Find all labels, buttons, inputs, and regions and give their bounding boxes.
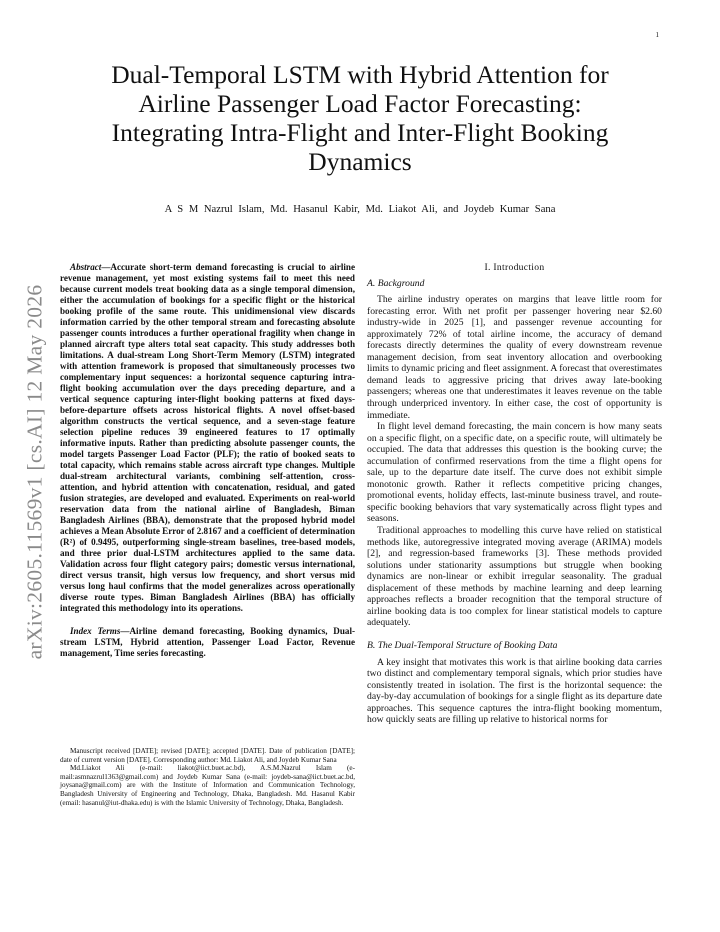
arxiv-stamp — [22, 262, 48, 682]
section-heading: I. Introduction — [484, 262, 545, 273]
subsection-heading: A. Background — [367, 277, 425, 289]
footnote-affiliations: Md.Liakot Ali (e-mail: liakot@iict.buet.ac.bd), A.S.M.Nazrul Islam (e-mail:asmnazrul1363@gmail.com) and Joydeb Kumar Sana (e-mail: joydeb-sana@iict.buet.ac.bd, joysana@gmail.com) are with the Institute of Information and Communication Technology, Bangladesh University of Engineering and Technology, Dhaka, Bangladesh. Md. Hasanul Kabir (email: hasanul@iut-dhaka.edu) is with the Islamic University of Technology, Dhaka, Bangladesh. — [60, 764, 355, 807]
index-terms-label: Index Terms — [70, 626, 121, 636]
paragraph: Traditional approaches to modelling this curve have relied on statistical methods like, autoregressive integrated moving average (ARIMA) models [2], and regression-based frameworks [3]. These methods provided solutions under stationarity assumptions but struggle when booking dynamics are non-linear or exhibit irregular seasonality. The gradual displacement of these methods by machine learning and deep learning approaches reflects a broader recognition that the temporal structure of airline booking data is too complex for linear statistical models to capture adequately. — [367, 525, 662, 629]
footnote — [60, 747, 355, 807]
footnote-manuscript: Manuscript received [DATE]; revised [DATE]; accepted [DATE]. Date of publication [DATE]; date of current version [DATE]. Corresponding author: Md. Liakot Ali, and Joydeb Kumar Sana — [60, 747, 355, 764]
title-line: Dual-Temporal LSTM with Hybrid Attention for — [111, 60, 609, 89]
abstract-text: —Accurate short-term demand forecasting is crucial to airline revenue management, yet most existing systems fail to meet this need because current models treat booking data as a single temporal dimension, either the accumulation of bookings for a specific flight or the historical booking profile of the same route. This unidimensional view discards information carried by the other temporal stream and forecasting absolute passenger counts introduces a further operational fragility when change in planned aircraft type alters total seat capacity. This study addresses both limitations. A dual-stream Long Short-Term Memory (LSTM) integrated with attention framework is proposed that simultaneously processes two complementary input sequences: a horizontal sequence capturing intra-flight booking accumulation over the days preceding departure, and a vertical sequence capturing inter-flight booking patterns at fixed days-before-departure offsets across historical flights. A novel offset-based algorithm constructs the vertical sequence, and a seven-stage feature selection pipeline reduces 39 engineered features to 17 optimally informative inputs. Rather than predicting absolute passenger counts, the model targets Passenger Load Factor (PLF); the ratio of booked seats to total capacity, which remains stable across aircraft type changes. Multiple dual-stream architectural variants, combining self-attention, cross-attention, and hybrid attention with concatenation, residual, and gated fusion strategies, are developed and evaluated. Experiments on real-world reservation data from the national airline of Bangladesh, Biman Bangladesh Airlines (BBA), demonstrate that the proposed hybrid model achieves a Mean Absolute Error of 2.8167 and a coefficient of determination (R²) of 0.9495, outperforming single-stream baselines, tree-based models, and three prior dual-LSTM architectures applied to the same data. Validation across four flight category pairs; domestic versus international, direct versus transit, high versus low frequency, and short versus mid versus long haul confirms that the model generalizes across operationally diverse route types. Biman Bangladesh Airlines (BBA) has officially integrated this methodology into its operations. — [60, 262, 355, 613]
page-number: 1 — [655, 31, 659, 39]
title-line: Dynamics — [308, 147, 412, 176]
paragraph: In flight level demand forecasting, the main concern is how many seats on a specific flight, on a specific date, on a specific route, will ultimately be occupied. The data that addresses this question is the booking curve; the accumulation of confirmed reservations from the time a flight opens for sale, up to the departure date itself. The curve does not exhibit simple monotonic growth. Rather it reflects competitive pricing changes, promotional events, holiday effects, last-minute business travel, and route-specific booking behaviors that vary systematically across flight types and seasons. — [367, 421, 662, 525]
subsection-heading: B. The Dual-Temporal Structure of Booking Data — [367, 639, 558, 651]
paragraph: The airline industry operates on margins that leave little room for forecasting error. With net profit per passenger hovering near $2.60 industry-wide in 2025 [1], and passenger revenue accounting for approximately 72% of total airline income, the accuracy of demand forecasts directly determines the quality of every downstream revenue management decision, from seat inventory allocation and overbooking limits to dynamic pricing and fleet assignment. A forecast that overestimates demand leads to aggressive pricing that drives away late-booking passengers; whereas one that underestimates it leaves revenue on the table through underpriced inventory. In either case, the cost of opportunity is immediate. — [367, 294, 662, 421]
paragraph: A key insight that motivates this work is that airline booking data carries two distinct and complementary temporal signals, which prior studies have consistently treated in isolation. The first is the horizontal sequence: the day-by-day accumulation of bookings for a single flight as its departure date approaches. This sequence captures the intra-flight booking momentum, how quickly seats are filling up relative to historical norms for — [367, 656, 662, 726]
title-line: Airline Passenger Load Factor Forecasting: — [138, 89, 582, 118]
left-column — [60, 262, 355, 659]
index-terms — [60, 626, 355, 659]
index-terms-text: —Airline demand forecasting, Booking dynamics, Dual-stream LSTM, Hybrid attention, Passenger Load Factor, Revenue management, Time series forecasting. — [60, 626, 355, 658]
arxiv-stamp-text: arXiv:2605.11569v1 [cs.AI] 12 May 2026 — [22, 284, 47, 660]
author-list: A S M Nazrul Islam, Md. Hasanul Kabir, Md. Liakot Ali, and Joydeb Kumar Sana — [164, 204, 556, 215]
abstract — [60, 262, 355, 614]
abstract-label: Abstract — [70, 262, 102, 272]
title-line: Integrating Intra-Flight and Inter-Flight Booking — [111, 118, 609, 147]
right-column — [367, 262, 662, 726]
paper-title — [60, 60, 660, 176]
